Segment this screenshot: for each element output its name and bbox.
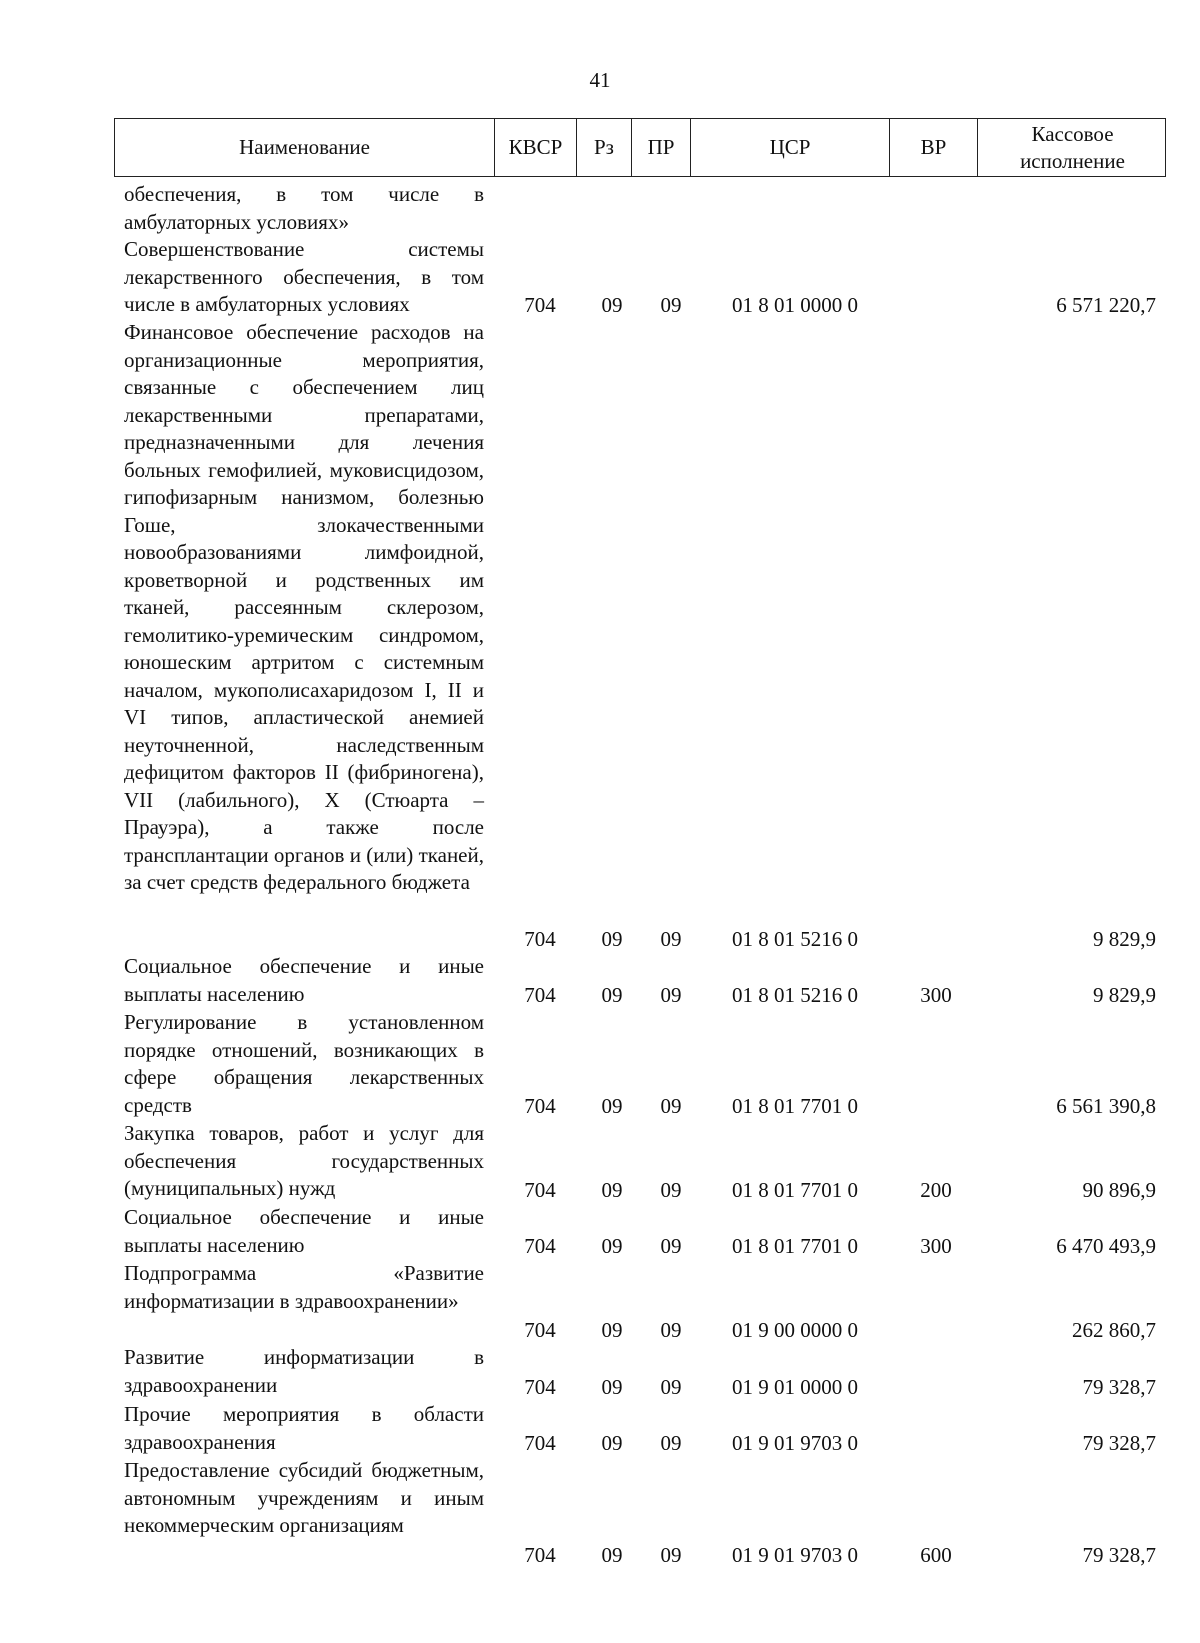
table-row (0, 1344, 1200, 1401)
row-rz: 09 (601, 292, 623, 317)
header-rz: Рз (576, 119, 631, 176)
row-kvsr: 704 (524, 982, 556, 1007)
row-kvsr: 704 (524, 1430, 556, 1455)
table-row (0, 1204, 1200, 1260)
table-row (0, 1401, 1200, 1457)
header-amount-line2: исполнение (1020, 148, 1125, 173)
row-pr: 09 (660, 1430, 682, 1455)
page-number: 41 (589, 68, 611, 92)
header-name: Наименование (239, 135, 370, 159)
row-rz: 09 (601, 926, 623, 951)
row-pr: 09 (660, 1093, 682, 1118)
row-amount: 79 328,7 (1082, 1374, 1156, 1399)
table-row (0, 181, 1200, 236)
row-name: Прочие мероприятия в области здравоохранения (124, 1402, 484, 1454)
row-name: Регулирование в установленном порядке отношений, возникающих в сфере обращения лекарственных средств (124, 1010, 484, 1117)
row-kvsr: 704 (524, 1233, 556, 1258)
row-name: Предоставление субсидий бюджетным, автономным учреждениям и иным некоммерческим организациям (124, 1458, 484, 1537)
row-csr: 01 9 01 9703 0 (732, 1430, 858, 1455)
header-kvsr: КВСР (494, 119, 576, 176)
row-pr: 09 (660, 926, 682, 951)
row-csr: 01 9 01 0000 0 (732, 1374, 858, 1399)
row-amount: 262 860,7 (1072, 1317, 1156, 1342)
row-kvsr: 704 (524, 1542, 556, 1567)
row-rz: 09 (601, 982, 623, 1007)
row-csr: 01 9 01 9703 0 (732, 1542, 858, 1567)
row-name: Развитие информатизации в здравоохранении (124, 1345, 484, 1397)
row-rz: 09 (601, 1177, 623, 1202)
header-pr: ПР (631, 119, 690, 176)
row-name: Совершенствование системы лекарственного обеспечения, в том числе в амбулаторных условиях (124, 237, 484, 316)
table-row (0, 1457, 1200, 1569)
row-vr: 300 (920, 1233, 952, 1258)
row-amount: 6 470 493,9 (1056, 1233, 1156, 1258)
row-csr: 01 8 01 5216 0 (732, 982, 858, 1007)
row-rz: 09 (601, 1430, 623, 1455)
header-vr: ВР (889, 119, 977, 176)
row-csr: 01 8 01 7701 0 (732, 1233, 858, 1258)
row-name: Социальное обеспечение и иные выплаты населению (124, 1205, 484, 1257)
row-kvsr: 704 (524, 1374, 556, 1399)
row-name: Финансовое обеспечение расходов на организационные мероприятия, связанные с обеспечением лиц лекарственными препаратами, предназначенными для лечения больных гемофилией, муковисцидозом, гипофизарным нанизмом, болезнью Гоше, злокачественными новообразованиями лимфоидной, кроветворной и родственных им тканей, рассеянным склерозом, гемолитико-уремическим синдромом, юношеским артритом с системным началом, мукополисахаридозом I, II и VI типов, апластической анемией неуточненной, наследственным дефицитом факторов II (фибриногена), VII (лабильного), X (Стюарта – Прауэра), а также после трансплантации органов и (или) тканей, за счет средств федерального бюджета (124, 320, 484, 894)
row-rz: 09 (601, 1374, 623, 1399)
row-csr: 01 9 00 0000 0 (732, 1317, 858, 1342)
header-amount (977, 119, 1167, 176)
row-amount: 9 829,9 (1093, 926, 1156, 951)
row-amount: 79 328,7 (1082, 1542, 1156, 1567)
row-name: обеспечения, в том числе в амбулаторных условиях» (124, 182, 484, 234)
row-csr: 01 8 01 7701 0 (732, 1177, 858, 1202)
row-rz: 09 (601, 1317, 623, 1342)
row-pr: 09 (660, 292, 682, 317)
row-name: Подпрограмма «Развитие информатизации в здравоохранении» (124, 1261, 484, 1313)
header-csr: ЦСР (690, 119, 889, 176)
row-pr: 09 (660, 1177, 682, 1202)
row-rz: 09 (601, 1233, 623, 1258)
row-vr: 200 (920, 1177, 952, 1202)
row-csr: 01 8 01 7701 0 (732, 1093, 858, 1118)
row-vr: 600 (920, 1542, 952, 1567)
table-row (0, 319, 1200, 953)
table-row (0, 1009, 1200, 1120)
row-kvsr: 704 (524, 1177, 556, 1202)
table-row (0, 1120, 1200, 1204)
row-pr: 09 (660, 1374, 682, 1399)
header-amount-line1: Кассовое (1031, 121, 1114, 146)
row-amount: 6 561 390,8 (1056, 1093, 1156, 1118)
row-kvsr: 704 (524, 1317, 556, 1342)
table-row (0, 953, 1200, 1009)
row-rz: 09 (601, 1542, 623, 1567)
row-amount: 9 829,9 (1093, 982, 1156, 1007)
row-pr: 09 (660, 1233, 682, 1258)
row-csr: 01 8 01 5216 0 (732, 926, 858, 951)
row-pr: 09 (660, 982, 682, 1007)
row-kvsr: 704 (524, 926, 556, 951)
row-pr: 09 (660, 1317, 682, 1342)
table-row (0, 236, 1200, 319)
row-amount: 6 571 220,7 (1056, 292, 1156, 317)
row-vr: 300 (920, 982, 952, 1007)
row-name: Социальное обеспечение и иные выплаты населению (124, 954, 484, 1006)
row-amount: 79 328,7 (1082, 1430, 1156, 1455)
row-pr: 09 (660, 1542, 682, 1567)
table-header (114, 118, 1166, 177)
row-kvsr: 704 (524, 1093, 556, 1118)
row-rz: 09 (601, 1093, 623, 1118)
row-amount: 90 896,9 (1082, 1177, 1156, 1202)
row-name: Закупка товаров, работ и услуг для обеспечения государственных (муниципальных) нужд (124, 1121, 484, 1200)
table-row (0, 1260, 1200, 1344)
row-kvsr: 704 (524, 292, 556, 317)
row-csr: 01 8 01 0000 0 (732, 292, 858, 317)
